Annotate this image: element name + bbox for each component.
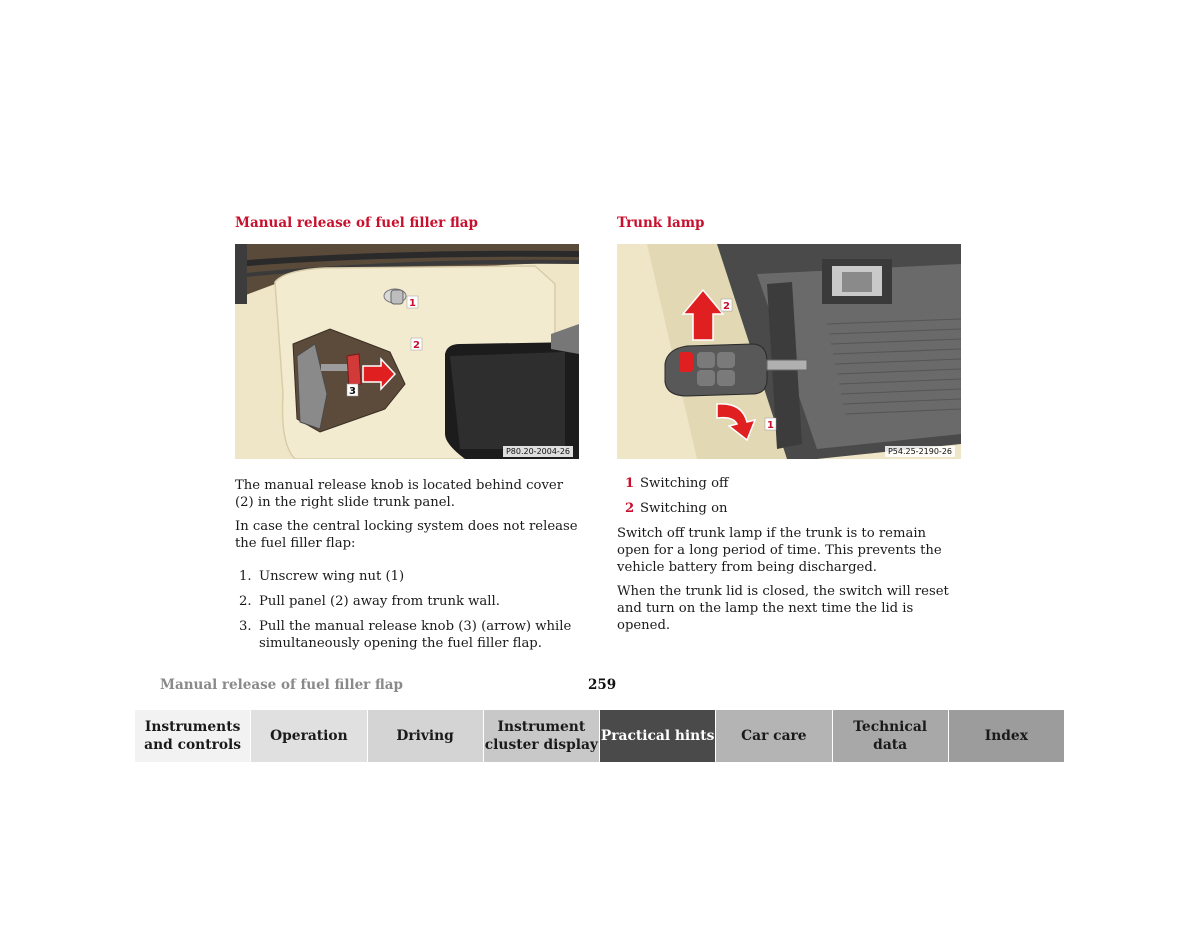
tab-instrument-cluster-display[interactable] [484, 710, 600, 762]
body-paragraph: Switch off trunk lamp if the trunk is to remain open for a long period of time. This prevents the vehicle battery from being discharged. [617, 526, 942, 575]
tab-index[interactable] [949, 710, 1064, 762]
figure-code: P54.25-2190-26 [885, 446, 955, 457]
legend-text: Switching off [640, 476, 729, 491]
tab-label: Driving [396, 728, 454, 744]
left-column [235, 214, 580, 660]
step-text: Pull panel (2) away from trunk wall. [259, 594, 500, 609]
tab-technical-data[interactable] [833, 710, 949, 762]
list-item [235, 568, 580, 585]
trunk-lamp-drawing [617, 244, 961, 459]
tab-label: Instrument cluster display [484, 719, 598, 753]
step-text: Unscrew wing nut (1) [259, 569, 405, 584]
page-number: 259 [588, 677, 617, 693]
body-paragraph: In case the central locking system does not release the fuel filler flap: [235, 519, 578, 551]
step-number: 1. [239, 569, 252, 584]
steps-list [235, 568, 580, 652]
step-number: 3. [239, 619, 252, 634]
fuel-flap-drawing [235, 244, 579, 459]
step-text: Pull the manual release knob (3) (arrow) while simultaneously opening the fuel filler flap. [259, 619, 572, 651]
tab-label: Instruments and controls [144, 719, 242, 753]
tab-label: Practical hints [600, 728, 715, 744]
section-heading-trunk-lamp: Trunk lamp [617, 215, 705, 231]
tab-operation[interactable] [251, 710, 367, 762]
legend-number: 2 [625, 501, 635, 516]
tab-driving[interactable] [368, 710, 484, 762]
callout-1: 1 [767, 420, 774, 431]
list-item [617, 500, 962, 517]
body-paragraph: The manual release knob is located behind cover (2) in the right slide trunk panel. [235, 478, 564, 510]
right-body [617, 475, 962, 634]
chapter-nav [135, 710, 1064, 762]
left-body [235, 477, 580, 652]
list-item [235, 618, 580, 652]
trunk-lamp-illustration [617, 244, 961, 459]
body-paragraph: When the trunk lid is closed, the switch will reset and turn on the lamp the next time the lid is opened. [617, 584, 949, 633]
figure-code: P80.20-2004-26 [503, 446, 573, 457]
tab-label: Operation [270, 728, 348, 744]
callout-1: 1 [409, 298, 416, 309]
list-item [235, 593, 580, 610]
tab-label: Technical data [853, 719, 927, 753]
callout-2: 2 [413, 340, 420, 351]
right-column [617, 214, 962, 641]
tab-car-care[interactable] [716, 710, 832, 762]
list-item [617, 475, 962, 492]
step-number: 2. [239, 594, 252, 609]
fuel-flap-illustration [235, 244, 579, 459]
legend-text: Switching on [640, 501, 728, 516]
tab-practical-hints[interactable] [600, 710, 716, 762]
legend-list [617, 475, 962, 517]
footer-section-title: Manual release of fuel filler flap [160, 677, 403, 693]
tab-label: Index [984, 728, 1028, 744]
legend-number: 1 [625, 476, 635, 491]
callout-3: 3 [349, 386, 356, 397]
tab-label: Car care [741, 728, 807, 744]
callout-2: 2 [723, 301, 730, 312]
tab-instruments-and-controls[interactable] [135, 710, 251, 762]
section-heading-fuel-flap: Manual release of fuel filler flap [235, 215, 478, 231]
